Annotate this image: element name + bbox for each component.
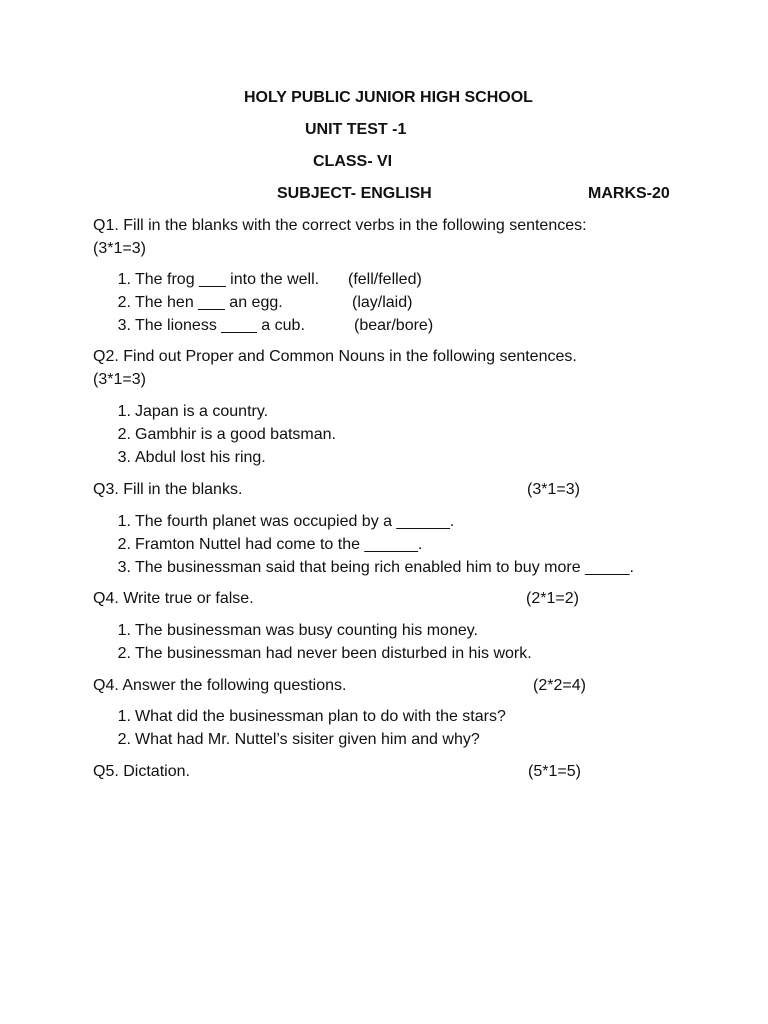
q3-marks: (3*1=3)	[527, 481, 580, 498]
answer-options: (lay/laid)	[352, 294, 413, 311]
answer-options: (bear/bore)	[354, 317, 434, 334]
list-text: What had Mr. Nuttel’s sisiter given him and why?	[135, 731, 480, 748]
list-number: 1.	[117, 513, 131, 530]
subject-label: SUBJECT- ENGLISH	[277, 185, 432, 202]
list-number: 2.	[117, 731, 131, 748]
school-name: HOLY PUBLIC JUNIOR HIGH SCHOOL	[244, 89, 533, 106]
test-title: UNIT TEST -1	[305, 121, 407, 138]
list-number: 1.	[117, 622, 131, 639]
list-number: 3.	[117, 559, 131, 576]
list-number: 1.	[117, 708, 131, 725]
list-number: 1.	[117, 403, 131, 420]
list-number: 3.	[117, 449, 131, 466]
marks-label: MARKS-20	[588, 185, 670, 202]
q1-title: Q1. Fill in the blanks with the correct verbs in the following sentences:	[93, 217, 587, 234]
answer-options: (fell/felled)	[348, 271, 422, 288]
q1-marks: (3*1=3)	[93, 240, 146, 257]
list-text: Abdul lost his ring.	[135, 449, 266, 466]
q4b-marks: (2*2=4)	[533, 677, 586, 694]
list-text: The fourth planet was occupied by a ______.	[135, 513, 455, 530]
list-number: 2.	[117, 426, 131, 443]
q2-marks: (3*1=3)	[93, 371, 146, 388]
q3-title: Q3. Fill in the blanks.	[93, 481, 243, 498]
list-text: The lioness ____ a cub.	[135, 317, 305, 334]
q4a-marks: (2*1=2)	[526, 590, 579, 607]
class-label: CLASS- VI	[313, 153, 393, 170]
list-text: The businessman had never been disturbed in his work.	[135, 645, 532, 662]
list-text: Japan is a country.	[135, 403, 269, 420]
list-number: 1.	[117, 271, 131, 288]
list-text: Gambhir is a good batsman.	[135, 426, 336, 443]
q5-marks: (5*1=5)	[528, 763, 581, 780]
list-text: The businessman was busy counting his money.	[135, 622, 478, 639]
list-number: 2.	[117, 536, 131, 553]
q5-title: Q5. Dictation.	[93, 763, 190, 780]
list-text: The hen ___ an egg.	[135, 294, 283, 311]
q4b-title: Q4. Answer the following questions.	[93, 677, 347, 694]
q2-title: Q2. Find out Proper and Common Nouns in the following sentences.	[93, 348, 577, 365]
list-text: The businessman said that being rich enabled him to buy more _____.	[135, 559, 634, 576]
list-text: What did the businessman plan to do with the stars?	[135, 708, 506, 725]
list-number: 2.	[117, 645, 131, 662]
list-number: 2.	[117, 294, 131, 311]
list-number: 3.	[117, 317, 131, 334]
list-text: The frog ___ into the well.	[135, 271, 320, 288]
list-text: Framton Nuttel had come to the ______.	[135, 536, 423, 553]
q4a-title: Q4. Write true or false.	[93, 590, 254, 607]
